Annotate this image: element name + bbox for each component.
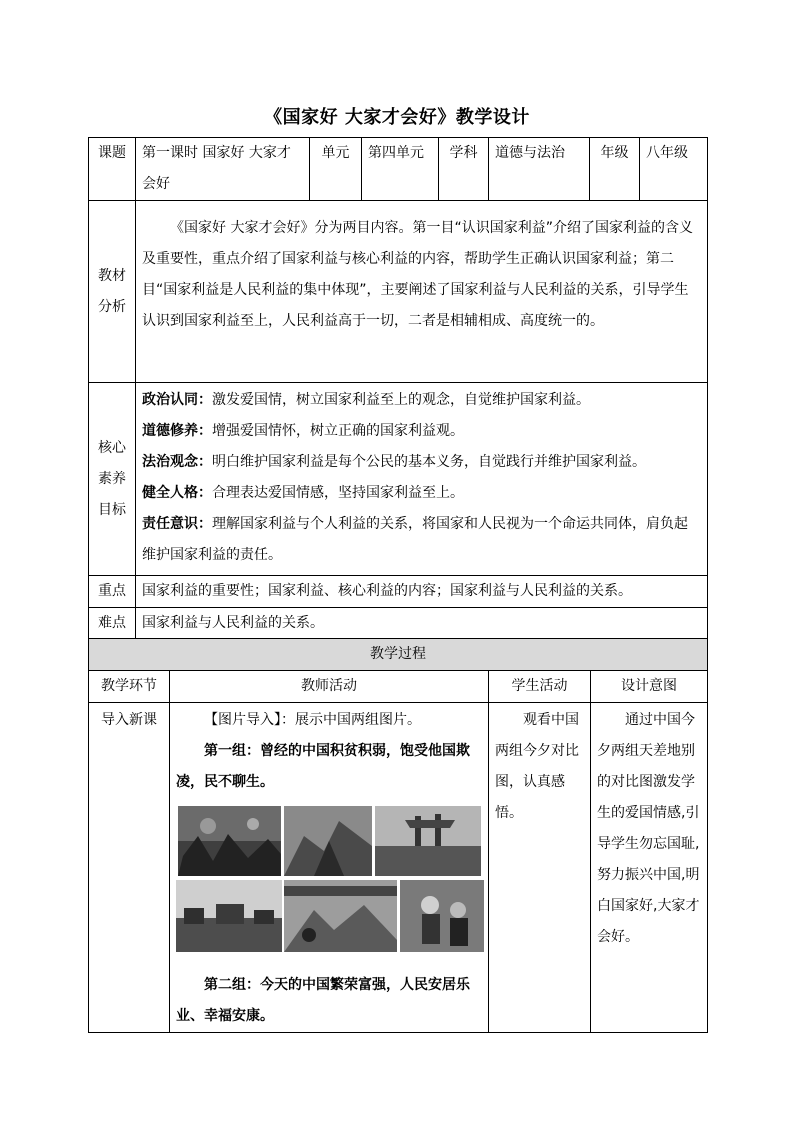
goal-item: 道德修养：增强爱国情怀，树立正确的国家利益观。: [142, 423, 464, 439]
column-header: 设计意图: [591, 671, 708, 703]
historical-photo: [178, 806, 281, 876]
analysis-label: 教材分析: [89, 201, 136, 383]
goal-item: 责任意识：理解国家利益与个人利益的关系，将国家和人民视为一个命运共同体，肩负起维护国家利益的责任。: [142, 516, 688, 563]
grade-value: 八年级: [640, 138, 708, 201]
historical-photo: [176, 880, 282, 952]
student-activity-cell: 观看中国两组今夕对比图，认真感悟。: [489, 703, 591, 1033]
goal-item: 政治认同：激发爱国情，树立国家利益至上的观念，自觉维护国家利益。: [142, 392, 590, 408]
unit-label: 单元: [310, 138, 362, 201]
historical-photo: [284, 880, 397, 952]
document-title: 《国家好 大家才会好》教学设计: [264, 107, 530, 128]
group2-caption: 第二组：今天的中国繁荣富强，人民安居乐业、幸福安康。: [176, 977, 470, 1024]
difficulty-label: 难点: [89, 608, 136, 640]
goal-item: 健全人格：合理表达爱国情感，坚持国家利益至上。: [142, 485, 464, 501]
subject-value: 道德与法治: [489, 138, 590, 201]
teacher-intro: 【图片导入】：展示中国两组图片。: [204, 712, 421, 728]
historical-photo: [375, 806, 481, 876]
goals-label: 核心素养目标: [89, 383, 136, 576]
historical-photo: [400, 880, 484, 952]
column-header: 学生活动: [489, 671, 591, 703]
design-intent-cell: 通过中国今夕两组天差地别的对比图激发学生的爱国情感,引导学生勿忘国耻,努力振兴中国,明白国家好,大家才会好。: [591, 703, 708, 1033]
grade-label: 年级: [590, 138, 640, 201]
group1-caption: 第一组：曾经的中国积贫积弱，饱受他国欺凌，民不聊生。: [176, 743, 470, 790]
subject-label: 学科: [439, 138, 489, 201]
goals-list: [136, 383, 708, 576]
historical-photo: [284, 806, 372, 876]
process-table: [88, 638, 708, 1033]
topic-value: 第一课时 国家好 大家才会好: [136, 138, 310, 201]
teacher-activity-cell: [170, 703, 489, 1033]
difficulty-text: 国家利益与人民利益的关系。: [136, 608, 708, 640]
historical-photo-collage: [176, 806, 482, 966]
stage-cell: 导入新课: [89, 703, 170, 1033]
analysis-text: 《国家好 大家才会好》分为两目内容。第一目“认识国家利益”介绍了国家利益的含义及重要性，重点介绍了国家利益与核心利益的内容，帮助学生正确认识国家利益；第二目“国家利益是人民利益的集中体现”，主要阐述了国家利益与人民利益的关系，引导学生认识到国家利益至上，人民利益高于一切，二者是相辅相成、高度统一的。: [136, 201, 708, 383]
goal-item: 法治观念：明白维护国家利益是每个公民的基本义务，自觉践行并维护国家利益。: [142, 454, 646, 470]
key-points-label: 重点: [89, 576, 136, 608]
key-points-text: 国家利益的重要性；国家利益、核心利益的内容；国家利益与人民利益的关系。: [136, 576, 708, 608]
unit-value: 第四单元: [362, 138, 439, 201]
process-title: 教学过程: [89, 639, 708, 671]
column-header: 教学环节: [89, 671, 170, 703]
column-header: 教师活动: [170, 671, 489, 703]
topic-label: 课题: [89, 138, 136, 201]
lesson-info-table: [88, 137, 708, 640]
